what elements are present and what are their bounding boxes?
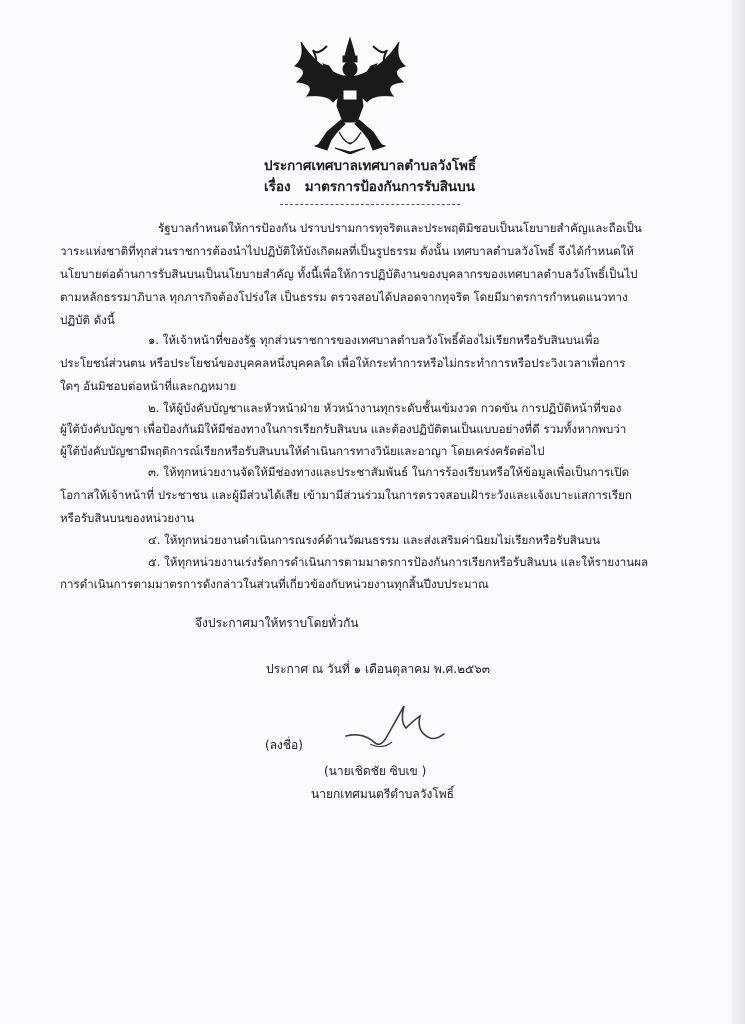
announcement-title: ประกาศเทศบาลเทศบาลตำบลวังโพธิ์ (264, 158, 477, 174)
item-3-line: หรือรับสินบนของหน่วยงาน (60, 511, 195, 525)
closing-announce: จึงประกาศมาให้ทราบโดยทั่วกัน (195, 616, 359, 630)
item-2-line: ผู้ใต้บังคับบัญชามีพฤติการณ์เรียกหรือรับสินบนให้ดำเนินการทางวินัยและอาญา โดยเคร่งครัดต่อไป (60, 444, 545, 458)
subject-text: มาตรการป้องกันการรับสินบน (304, 179, 475, 195)
item-1-line: ใดๆ อันมิชอบต่อหน้าที่และกฎหมาย (60, 379, 237, 393)
intro-line: วาระแห่งชาติที่ทุกส่วนราชการต้องนำไปปฏิบัติให้บังเกิดผลที่เป็นรูปธรรม ดังนั้น เทศบาลตำบลวังโพธิ์ จึงได้กำหนดให้ (60, 244, 634, 258)
intro-line: นโยบายต่อด้านการรับสินบนเป็นนโยบายสำคัญ ทั้งนี้เพื่อให้การปฏิบัติงานของบุคลากรของเทศบาลตำบลวังโพธิ์เป็นไป (60, 267, 638, 281)
signer-name: (นายเชิดชัย ซิบเข ) (324, 764, 427, 778)
subject-line (264, 175, 475, 197)
signature-icon (340, 698, 450, 760)
garuda-emblem-icon (287, 36, 413, 154)
item-1-line: ประโยชน์ส่วนตน หรือประโยชน์ของบุคคลหนึ่งบุคคลใด เพื่อให้กระทำการหรือไม่กระทำการหรือประวิงเวลาเพื่อการ (60, 356, 626, 370)
item-5-line: การดำเนินการตามมาตรการดังกล่าวในส่วนที่เกี่ยวข้องกับหน่วยงานทุกสิ้นปีงบประมาณ (60, 577, 489, 591)
item-3-line: ๓. ให้ทุกหน่วยงานจัดให้มีช่องทางและประชาสัมพันธ์ ในการร้องเรียนหรือให้ข้อมูลเพื่อเป็นการเปิด (148, 465, 630, 479)
item-2-line: ผู้ใต้บังคับบัญชา เพื่อป้องกันมิให้มีช่องทางในการเรียกรับสินบน และต้องปฏิบัติตนเป็นแบบอย่างที่ดี รวมทั้งหากพบว่า (60, 422, 627, 436)
item-1-line: ๑. ให้เจ้าหน้าที่ของรัฐ ทุกส่วนราชการของเทศบาลตำบลวังโพธิ์ต้องไม่เรียกหรือรับสินบนเพื่อ (148, 333, 600, 347)
intro-line: ปฏิบัติ ดังนี้ (60, 313, 115, 327)
signer-position: นายกเทศมนตรีตำบลวังโพธิ์ (311, 787, 454, 801)
intro-line: รัฐบาลกำหนดให้การป้องกัน ปราบปรามการทุจริตและประพฤติมิชอบเป็นนโยบายสำคัญและถือเป็น (158, 221, 642, 235)
item-3-line: โอกาสให้เจ้าหน้าที่ ประชาชน และผู้มีส่วนได้เสีย เข้ามามีส่วนร่วมในการตรวจสอบเฝ้าระวังและแจ้งเบาะแสการเรียก (60, 488, 632, 502)
title-divider (280, 204, 460, 205)
signed-label: (ลงชื่อ) (265, 738, 303, 752)
intro-line: ตามหลักธรรมาภิบาล ทุกภารกิจต้องโปร่งใส เป็นธรรม ตรวจสอบได้ปลอดจากทุจริต โดยมีมาตรการกำหนดแนวทาง (60, 290, 628, 304)
item-4-line: ๔. ให้ทุกหน่วยงานดำเนินการณรงค์ด้านวัฒนธรรม และส่งเสริมค่านิยมไม่เรียกหรือรับสินบน (148, 533, 601, 547)
page-edge (731, 0, 745, 1024)
item-5-line: ๕. ให้ทุกหน่วยงานเร่งรัดการดำเนินการตามมาตรการป้องกันการเรียกหรือรับสินบน และให้รายงานผล (148, 555, 649, 569)
subject-label: เรื่อง (264, 179, 291, 195)
item-2-line: ๒. ให้ผู้บังคับบัญชาและหัวหน้าฝ่าย หัวหน้างานทุกระดับชั้นเข้มงวด กวดขัน การปฏิบัติหน้าที่ของ (148, 401, 622, 415)
announcement-date: ประกาศ ณ วันที่ ๑ เดือนตุลาคม พ.ศ.๒๕๖๓ (266, 662, 490, 676)
